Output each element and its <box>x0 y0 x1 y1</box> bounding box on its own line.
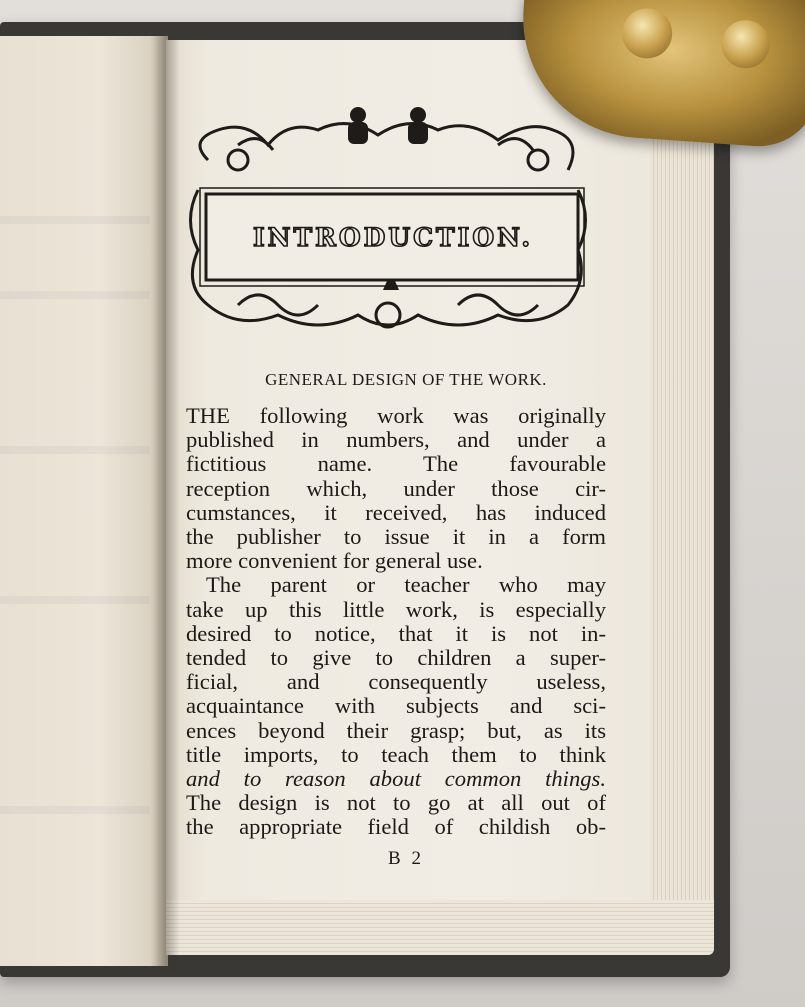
page-edges-bottom <box>166 900 714 955</box>
text-line: the publisher to issue it in a form <box>186 524 606 550</box>
text-line: the appropriate field of childish ob- <box>186 814 606 840</box>
text-line: desired to notice, that it is not in- <box>186 620 606 646</box>
text-line: tended to give to children a super- <box>186 645 606 671</box>
text-line: published in numbers, and under a <box>186 427 606 453</box>
text-line: THE following work was originally <box>186 403 606 428</box>
show-through-line <box>0 446 150 454</box>
book-gutter <box>150 36 180 971</box>
left-page <box>0 36 168 966</box>
text-line: The design is not to go at all out of <box>186 790 606 816</box>
text-line: ficial, and consequently useless, <box>186 669 606 695</box>
text-line: ences beyond their grasp; but, as its <box>186 717 606 743</box>
clasp-knob <box>620 7 673 60</box>
show-through-line <box>0 596 150 604</box>
show-through-line <box>0 216 150 224</box>
show-through-line <box>0 291 150 299</box>
header-title: INTRODUCTION. <box>252 222 534 252</box>
text-line: take up this little work, is especially <box>186 596 606 622</box>
text-line: acquaintance with subjects and sci- <box>186 693 606 719</box>
text-line: The parent or teacher who may <box>206 572 606 598</box>
text-line: title imports, to teach them to think <box>186 741 606 767</box>
clasp-knob <box>720 19 771 70</box>
body-text <box>186 404 606 840</box>
page-edges-side <box>650 120 714 940</box>
show-through-line <box>0 806 150 814</box>
text-line: reception which, under those cir- <box>186 475 606 501</box>
text-line: more convenient for general use. <box>186 548 483 574</box>
section-heading: GENERAL DESIGN OF THE WORK. <box>265 370 547 389</box>
signature-mark: B 2 <box>388 848 424 869</box>
text-line: fictitious name. The favourable <box>186 451 606 477</box>
text-line-italic: and to reason about common things. <box>186 766 606 792</box>
text-line: cumstances, it received, has induced <box>186 499 606 525</box>
